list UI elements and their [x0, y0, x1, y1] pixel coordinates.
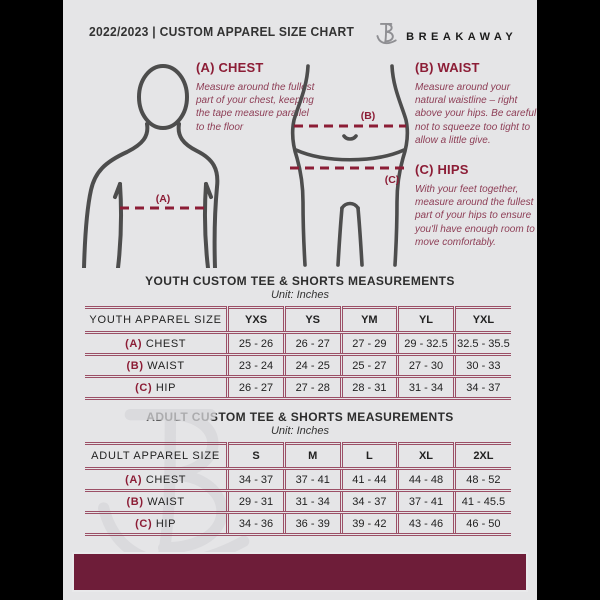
cell: 29 - 32.5	[398, 333, 455, 355]
cell: 28 - 31	[341, 377, 398, 399]
youth-table-header-row	[85, 308, 511, 333]
youth-table-title: YOUTH CUSTOM TEE & SHORTS MEASUREMENTS	[145, 274, 455, 288]
cell: 32.5 - 35.5	[454, 333, 511, 355]
adult-size-table	[85, 442, 511, 536]
table-row	[85, 333, 511, 355]
table-row	[85, 355, 511, 377]
cell: 30 - 33	[454, 355, 511, 377]
cell: 26 - 27	[284, 333, 341, 355]
cell: 25 - 27	[341, 355, 398, 377]
chest-marker-label: (A)	[155, 193, 171, 205]
hips-instruction	[415, 162, 537, 249]
hips-marker-label: (C)	[384, 174, 400, 186]
adult-waist-row-label: (B) WAIST	[85, 491, 228, 513]
size-yxl: YXL	[454, 308, 511, 333]
adult-hip-row-label: (C) HIP	[85, 513, 228, 535]
cell: 43 - 46	[398, 513, 455, 535]
waist-instruction-text: Measure around your natural waistline – right above your hips. Be careful not to squeeze too tight to allow a little give.	[415, 82, 537, 146]
cell: 41 - 45.5	[454, 491, 511, 513]
adult-table-title: ADULT CUSTOM TEE & SHORTS MEASUREMENTS	[146, 410, 454, 424]
size-yxs: YXS	[228, 308, 285, 333]
cell: 31 - 34	[284, 491, 341, 513]
page-title: 2022/2023 | CUSTOM APPAREL SIZE CHART	[89, 24, 355, 39]
cell: 24 - 25	[284, 355, 341, 377]
cell: 31 - 34	[398, 377, 455, 399]
youth-size-table	[85, 306, 511, 400]
hips-instruction-text: With your feet together, measure around the fullest part of your hips to ensure you'll have enough room to move comfortably.	[415, 184, 535, 248]
table-row	[85, 469, 511, 491]
cell: 41 - 44	[341, 469, 398, 491]
cell: 37 - 41	[398, 491, 455, 513]
chest-instruction-title: (A) CHEST	[196, 60, 264, 75]
cell: 23 - 24	[228, 355, 285, 377]
youth-waist-row-label: (B) WAIST	[85, 355, 228, 377]
chest-instruction-text: Measure around the fullest part of your chest, keeping the tape measure parallel to the floor	[196, 82, 315, 133]
youth-table-unit: Unit: Inches	[270, 289, 330, 301]
table-row	[85, 491, 511, 513]
hips-instruction-title: (C) HIPS	[415, 162, 469, 177]
waist-instruction	[415, 60, 537, 147]
cell: 29 - 31	[228, 491, 285, 513]
adult-chest-row-label: (A) CHEST	[85, 469, 228, 491]
brand-lockup	[374, 20, 517, 47]
cell: 37 - 41	[284, 469, 341, 491]
size-chart-document	[63, 0, 537, 600]
cell: 46 - 50	[454, 513, 511, 535]
youth-size-col-header: YOUTH APPAREL SIZE	[85, 308, 228, 333]
adult-table-unit: Unit: Inches	[270, 425, 330, 437]
cell: 27 - 29	[341, 333, 398, 355]
cell: 36 - 39	[284, 513, 341, 535]
cell: 27 - 30	[398, 355, 455, 377]
breakaway-logo-icon	[374, 20, 400, 47]
adult-size-col-header: ADULT APPAREL SIZE	[85, 444, 228, 469]
hips-diagram	[280, 60, 420, 267]
size-xl: XL	[398, 444, 455, 469]
adult-table-header-row	[85, 444, 511, 469]
waist-instruction-title: (B) WAIST	[415, 60, 480, 75]
size-2xl: 2XL	[454, 444, 511, 469]
cell: 34 - 37	[228, 469, 285, 491]
table-row	[85, 377, 511, 399]
header	[89, 20, 518, 50]
size-s: S	[228, 444, 285, 469]
cell: 25 - 26	[228, 333, 285, 355]
cell: 39 - 42	[341, 513, 398, 535]
waist-marker-label: (B)	[360, 110, 376, 122]
size-yl: YL	[398, 308, 455, 333]
table-row	[85, 513, 511, 535]
footer-band	[72, 552, 528, 592]
cell: 34 - 36	[228, 513, 285, 535]
size-m: M	[284, 444, 341, 469]
cell: 44 - 48	[398, 469, 455, 491]
cell: 34 - 37	[454, 377, 511, 399]
size-l: L	[341, 444, 398, 469]
cell: 26 - 27	[228, 377, 285, 399]
cell: 48 - 52	[454, 469, 511, 491]
size-ys: YS	[284, 308, 341, 333]
cell: 34 - 37	[341, 491, 398, 513]
youth-hip-row-label: (C) HIP	[85, 377, 228, 399]
cell: 27 - 28	[284, 377, 341, 399]
size-ym: YM	[341, 308, 398, 333]
youth-chest-row-label: (A) CHEST	[85, 333, 228, 355]
brand-name: BREAKAWAY	[406, 30, 518, 43]
